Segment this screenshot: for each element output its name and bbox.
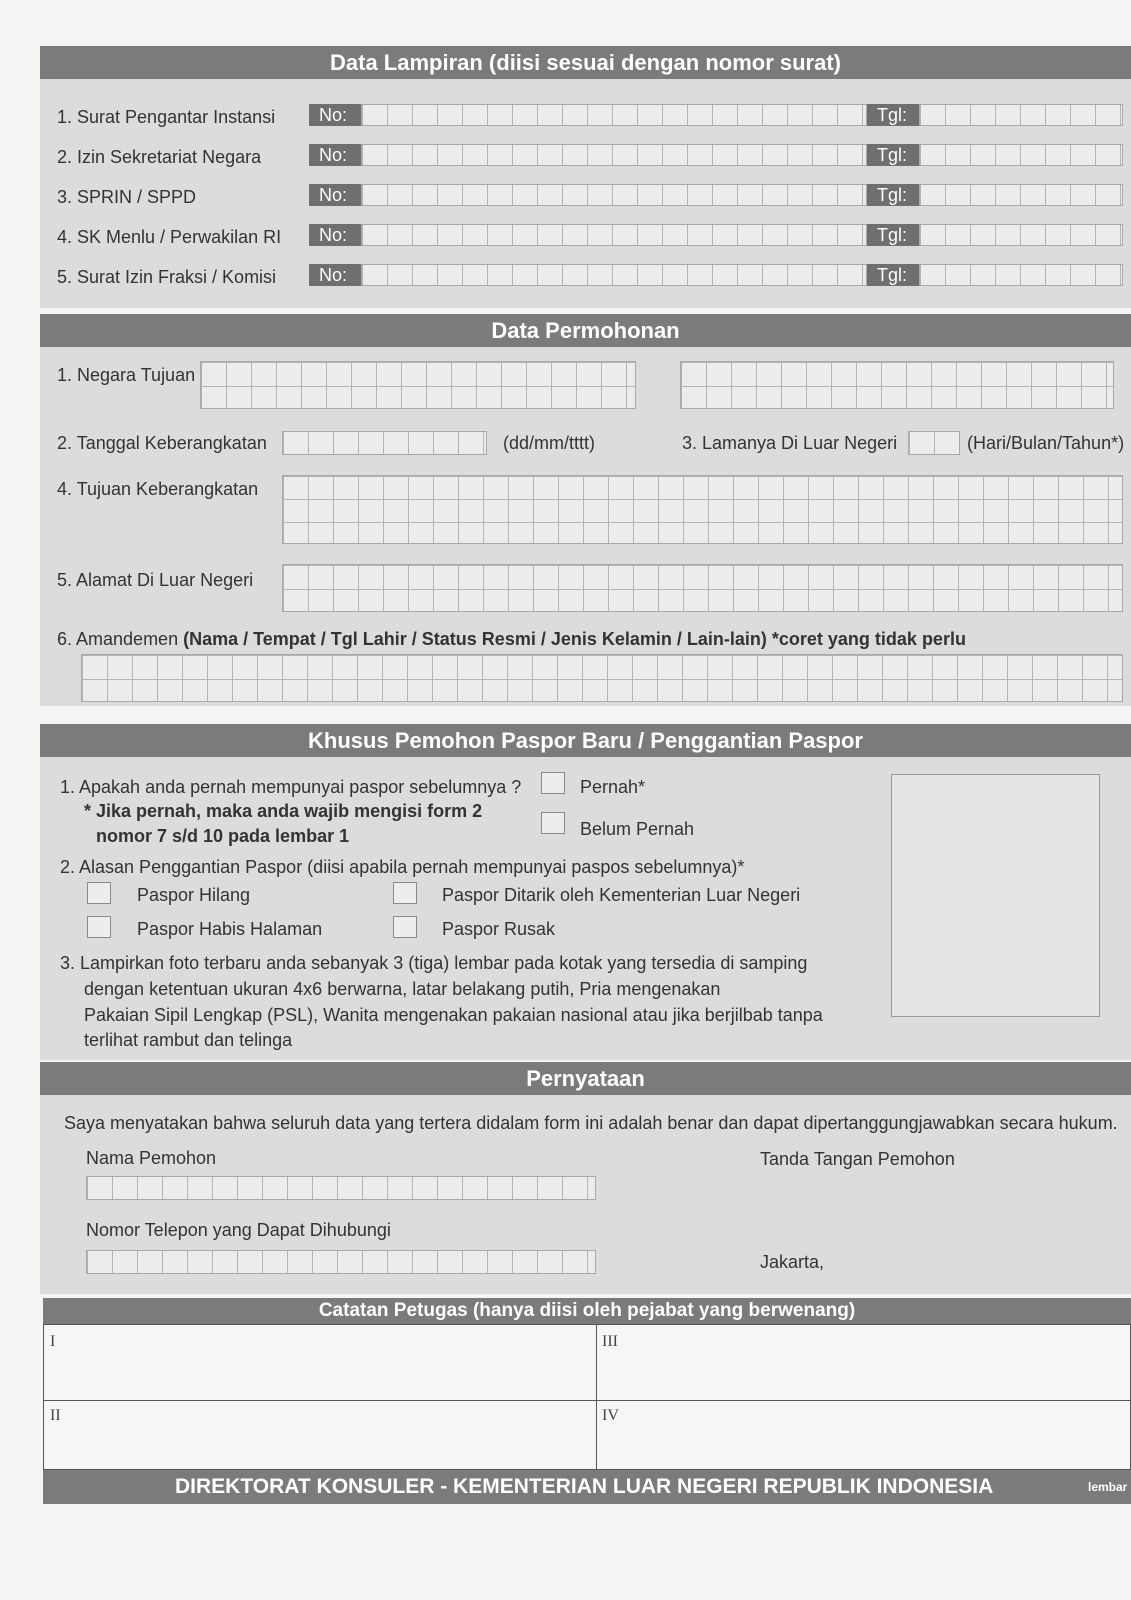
q1-note-line1: * Jika pernah, maka anda wajib mengisi form 2 <box>84 801 483 821</box>
label-kota: Jakarta, <box>760 1252 825 1272</box>
rusak-checkbox[interactable] <box>393 916 417 938</box>
lampiran-no-text: No: <box>319 225 348 245</box>
lampiran-title-text: Data Lampiran (diisi sesuai dengan nomor surat) <box>330 50 841 75</box>
catatan-title <box>43 1298 1131 1324</box>
lampiran-item-label: 1. Surat Pengantar Instansi <box>57 107 276 127</box>
q2-text: 2. Alasan Penggantian Paspor (diisi apabila pernah mempunyai paspos sebelumnya)* <box>60 857 745 877</box>
q3-line-4: terlihat rambut dan telinga <box>84 1030 293 1050</box>
q3-line-2: dengan ketentuan ukuran 4x6 berwarna, latar belakang putih, Pria mengenakan <box>84 979 721 999</box>
catatan-title-text: Catatan Petugas (hanya diisi oleh pejabat yang berwenang) <box>318 1300 856 1321</box>
label-alamat: 5. Alamat Di Luar Negeri <box>57 570 254 590</box>
label-amandemen <box>57 629 966 650</box>
lampiran-item-label: 5. Surat Izin Fraksi / Komisi <box>57 267 277 287</box>
label-nomor-telepon: Nomor Telepon yang Dapat Dihubungi <box>86 1220 391 1240</box>
lampiran-tgl-label <box>867 264 919 286</box>
lampiran-no-label <box>309 104 361 126</box>
catatan-vertical-divider <box>596 1325 597 1469</box>
alamat-field[interactable] <box>282 564 1123 612</box>
lampiran-no-label <box>309 224 361 246</box>
lampiran-no-field[interactable] <box>361 104 867 126</box>
belum-pernah-checkbox[interactable] <box>541 812 565 834</box>
nama-pemohon-field[interactable] <box>86 1176 596 1200</box>
lampiran-tgl-label <box>867 104 919 126</box>
tanggal-keberangkatan-field[interactable] <box>282 431 487 455</box>
photo-box[interactable] <box>891 774 1100 1017</box>
footer-text: DIREKTORAT KONSULER - KEMENTERIAN LUAR NEGERI REPUBLIK INDONESIA <box>175 1475 994 1498</box>
lampiran-item-label: 2. Izin Sekretariat Negara <box>57 147 262 167</box>
lampiran-no-text: No: <box>319 185 348 205</box>
belum-pernah-label: Belum Pernah <box>580 819 695 839</box>
habis-label: Paspor Habis Halaman <box>137 919 323 939</box>
tujuan-keberangkatan-field[interactable] <box>282 475 1123 544</box>
hilang-checkbox[interactable] <box>87 882 111 904</box>
lampiran-tgl-label <box>867 224 919 246</box>
lampiran-no-text: No: <box>319 265 348 285</box>
catatan-table <box>43 1324 1131 1470</box>
lampiran-item-label: 4. SK Menlu / Perwakilan RI <box>57 227 282 247</box>
nomor-telepon-field[interactable] <box>86 1250 596 1274</box>
footer-page: lembar <box>1088 1480 1128 1494</box>
lampiran-tgl-label <box>867 144 919 166</box>
label-tanggal-keberangkatan: 2. Tanggal Keberangkatan <box>57 433 267 453</box>
label-lamanya: 3. Lamanya Di Luar Negeri <box>682 433 898 453</box>
khusus-title-text: Khusus Pemohon Paspor Baru / Penggantian Paspor <box>308 728 863 753</box>
lampiran-tgl-text: Tgl: <box>877 185 908 205</box>
habis-checkbox[interactable] <box>87 916 111 938</box>
q3-line-1: 3. Lampirkan foto terbaru anda sebanyak 3 (tiga) lembar pada kotak yang tersedia di samping <box>60 953 808 973</box>
catatan-cell-iii[interactable]: III <box>602 1333 618 1350</box>
footer-bar <box>43 1470 1131 1504</box>
lampiran-no-field[interactable] <box>361 224 867 246</box>
pernyataan-title-text: Pernyataan <box>526 1066 645 1091</box>
lamanya-hint: (Hari/Bulan/Tahun*) <box>967 433 1125 453</box>
lampiran-no-field[interactable] <box>361 264 867 286</box>
label-negara-tujuan: 1. Negara Tujuan <box>57 365 196 385</box>
lampiran-tgl-field[interactable] <box>919 144 1123 166</box>
lampiran-item-label: 3. SPRIN / SPPD <box>57 187 197 207</box>
lampiran-no-field[interactable] <box>361 184 867 206</box>
negara-tujuan-field-2[interactable] <box>680 361 1114 409</box>
permohonan-title <box>40 314 1131 347</box>
lampiran-no-label <box>309 184 361 206</box>
lampiran-tgl-label <box>867 184 919 206</box>
amandemen-field[interactable] <box>81 654 1123 702</box>
rusak-label: Paspor Rusak <box>442 919 556 939</box>
lampiran-no-text: No: <box>319 105 348 125</box>
catatan-cell-i[interactable]: I <box>50 1333 56 1350</box>
pernah-checkbox[interactable] <box>541 772 565 794</box>
label-nama-pemohon: Nama Pemohon <box>86 1148 217 1168</box>
lamanya-field[interactable] <box>908 431 960 455</box>
q1-text: 1. Apakah anda pernah mempunyai paspor sebelumnya ? <box>60 777 522 797</box>
lampiran-no-text: No: <box>319 145 348 165</box>
q1-note-line2: nomor 7 s/d 10 pada lembar 1 <box>96 826 350 846</box>
catatan-cell-iv[interactable]: IV <box>602 1407 619 1424</box>
catatan-horizontal-divider <box>44 1400 1130 1401</box>
lampiran-tgl-text: Tgl: <box>877 145 908 165</box>
lampiran-tgl-field[interactable] <box>919 104 1123 126</box>
negara-tujuan-field-1[interactable] <box>200 361 636 409</box>
lampiran-tgl-text: Tgl: <box>877 225 908 245</box>
lampiran-no-label <box>309 264 361 286</box>
pernyataan-statement: Saya menyatakan bahwa seluruh data yang tertera didalam form ini adalah benar dan dapat dipertanggungjawabkan secara hukum. <box>64 1113 1118 1133</box>
label-tanda-tangan: Tanda Tangan Pemohon <box>760 1149 955 1169</box>
khusus-title <box>40 724 1131 757</box>
ditarik-label: Paspor Ditarik oleh Kementerian Luar Negeri <box>442 885 801 905</box>
catatan-cell-ii[interactable]: II <box>50 1407 61 1424</box>
pernyataan-title <box>40 1062 1131 1095</box>
amandemen-prefix: 6. Amandemen <box>57 629 184 649</box>
lampiran-tgl-text: Tgl: <box>877 105 908 125</box>
lampiran-title <box>40 46 1131 79</box>
lampiran-tgl-field[interactable] <box>919 184 1123 206</box>
ditarik-checkbox[interactable] <box>393 882 417 904</box>
lampiran-no-label <box>309 144 361 166</box>
lampiran-no-field[interactable] <box>361 144 867 166</box>
amandemen-options: (Nama / Tempat / Tgl Lahir / Status Resmi / Jenis Kelamin / Lain-lain) *coret yang tidak perlu <box>183 629 966 649</box>
permohonan-title-text: Data Permohonan <box>491 318 680 343</box>
lampiran-tgl-field[interactable] <box>919 224 1123 246</box>
pernah-label: Pernah* <box>580 777 646 797</box>
label-tujuan-keberangkatan: 4. Tujuan Keberangkatan <box>57 479 259 499</box>
lampiran-tgl-field[interactable] <box>919 264 1123 286</box>
tanggal-format-hint: (dd/mm/tttt) <box>503 433 596 453</box>
lampiran-tgl-text: Tgl: <box>877 265 908 285</box>
hilang-label: Paspor Hilang <box>137 885 251 905</box>
q3-line-3: Pakaian Sipil Lengkap (PSL), Wanita mengenakan pakaian nasional atau jika berjilbab tanpa <box>84 1005 823 1025</box>
